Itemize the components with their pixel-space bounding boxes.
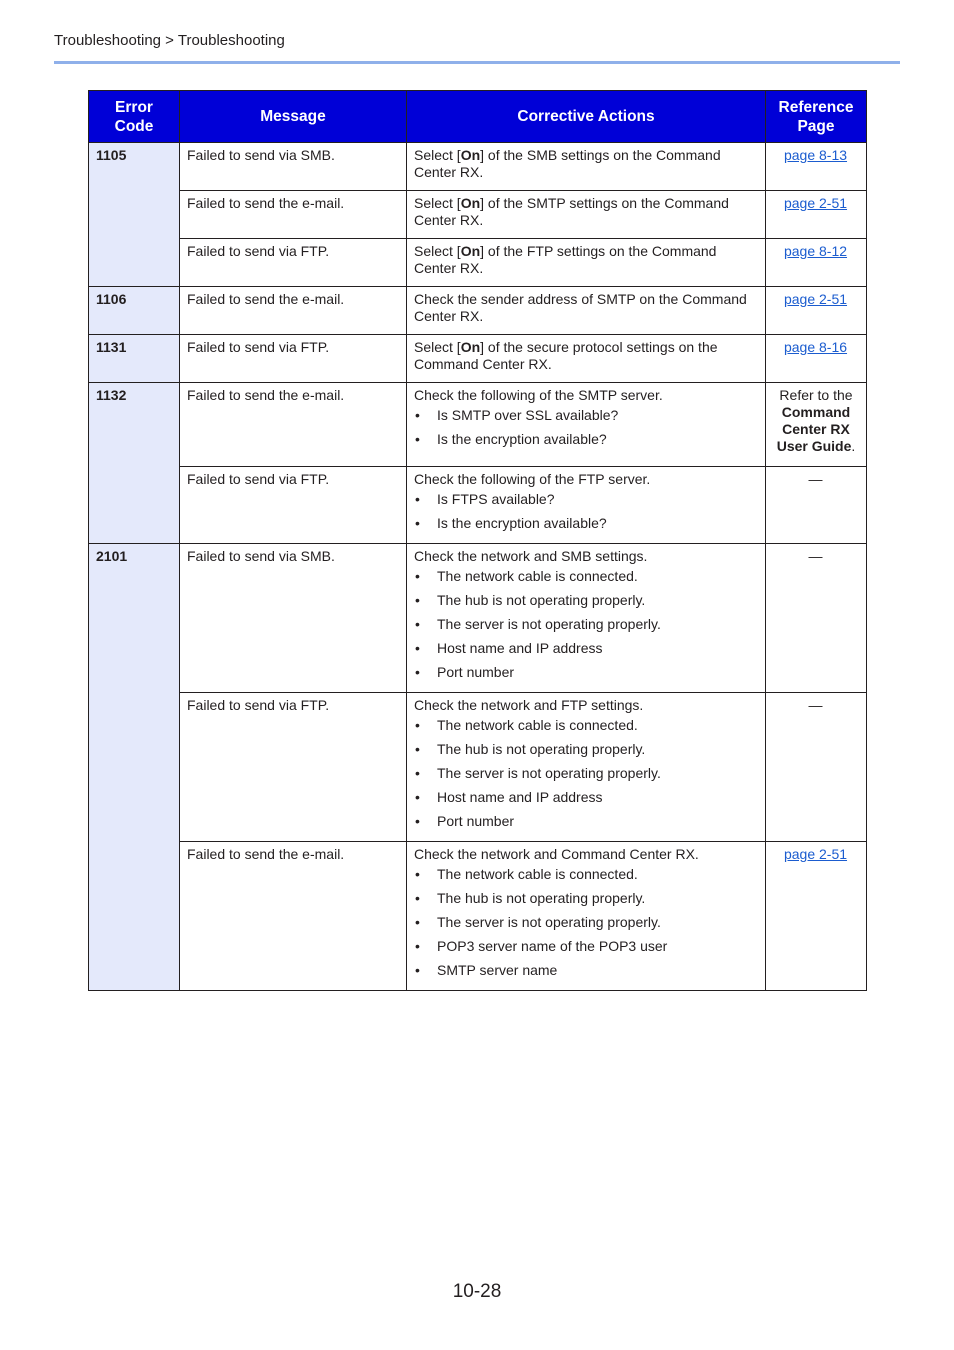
list-item: • Port number [414, 664, 757, 681]
error-code-cell: 1105 [89, 143, 180, 287]
table-row [89, 467, 867, 544]
reference-cell: Refer to the Command Center RX User Guide. [766, 383, 867, 467]
reference-cell: — [766, 467, 867, 544]
list-item: • The hub is not operating properly. [414, 890, 757, 907]
reference-cell: — [766, 693, 867, 842]
list-item: • SMTP server name [414, 962, 757, 979]
action-bullet-list [414, 491, 757, 532]
action-bullet-list [414, 407, 757, 448]
list-item: • Host name and IP address [414, 789, 757, 806]
list-item: • Host name and IP address [414, 640, 757, 657]
list-item: • Is SMTP over SSL available? [414, 407, 757, 424]
list-item: • The hub is not operating properly. [414, 592, 757, 609]
message-cell: Failed to send the e-mail. [180, 191, 407, 239]
reference-cell [766, 287, 867, 335]
table-row [89, 383, 867, 467]
list-item: • The server is not operating properly. [414, 765, 757, 782]
action-bullet-list [414, 866, 757, 979]
page-number: 10-28 [452, 1281, 502, 1302]
action-cell [407, 467, 766, 544]
message-cell: Failed to send via FTP. [180, 335, 407, 383]
list-item: • Is the encryption available? [414, 431, 757, 448]
action-bullet-list [414, 717, 757, 830]
list-item: • Is FTPS available? [414, 491, 757, 508]
action-intro: Check the following of the SMTP server. [414, 387, 663, 403]
table-row [89, 191, 867, 239]
action-cell [407, 842, 766, 991]
error-code-cell: 1106 [89, 287, 180, 335]
list-item: • The network cable is connected. [414, 866, 757, 883]
message-cell: Failed to send via FTP. [180, 467, 407, 544]
table-row [89, 143, 867, 191]
table-row [89, 842, 867, 991]
message-cell: Failed to send via SMB. [180, 544, 407, 693]
error-code-cell: 2101 [89, 544, 180, 991]
reference-link[interactable]: page 2-51 [783, 846, 848, 862]
action-intro: Check the network and FTP settings. [414, 697, 644, 713]
header-error-code: Error Code [89, 91, 180, 143]
action-cell: Check the sender address of SMTP on the Command Center RX. [407, 287, 766, 335]
error-code-cell: 1131 [89, 335, 180, 383]
action-intro: Check the network and SMB settings. [414, 548, 648, 564]
action-intro: Check the following of the FTP server. [414, 471, 651, 487]
message-cell: Failed to send the e-mail. [180, 383, 407, 467]
action-cell: Select [On] of the SMTP settings on the Command Center RX. [407, 191, 766, 239]
message-cell: Failed to send via FTP. [180, 693, 407, 842]
action-intro: Check the network and Command Center RX. [414, 846, 699, 862]
reference-link[interactable]: page 8-13 [783, 147, 848, 163]
header-rule [54, 61, 900, 64]
action-bullet-list [414, 568, 757, 681]
header-corrective-actions: Corrective Actions [407, 91, 766, 143]
reference-cell [766, 842, 867, 991]
list-item: • Port number [414, 813, 757, 830]
list-item: • The network cable is connected. [414, 568, 757, 585]
message-cell: Failed to send the e-mail. [180, 287, 407, 335]
reference-guide-title: Command Center RX User Guide [776, 404, 852, 454]
reference-cell [766, 335, 867, 383]
reference-cell: — [766, 544, 867, 693]
list-item: • The network cable is connected. [414, 717, 757, 734]
reference-link[interactable]: page 2-51 [783, 195, 848, 211]
message-cell: Failed to send the e-mail. [180, 842, 407, 991]
message-cell: Failed to send via SMB. [180, 143, 407, 191]
table-row [89, 239, 867, 287]
table-header-row [89, 91, 867, 143]
table-row [89, 544, 867, 693]
reference-cell [766, 191, 867, 239]
action-cell [407, 544, 766, 693]
reference-link[interactable]: page 8-12 [783, 243, 848, 259]
table-row [89, 287, 867, 335]
list-item: • The server is not operating properly. [414, 616, 757, 633]
reference-link[interactable]: page 2-51 [783, 291, 848, 307]
error-code-table [88, 90, 867, 991]
action-cell: Select [On] of the secure protocol settings on the Command Center RX. [407, 335, 766, 383]
action-cell [407, 383, 766, 467]
table-row [89, 335, 867, 383]
error-code-cell: 1132 [89, 383, 180, 544]
action-cell [407, 693, 766, 842]
list-item: • The server is not operating properly. [414, 914, 757, 931]
header-reference-page: Reference Page [766, 91, 867, 143]
action-cell: Select [On] of the FTP settings on the Command Center RX. [407, 239, 766, 287]
table-row [89, 693, 867, 842]
reference-link[interactable]: page 8-16 [783, 339, 848, 355]
list-item: • The hub is not operating properly. [414, 741, 757, 758]
message-cell: Failed to send via FTP. [180, 239, 407, 287]
reference-cell [766, 143, 867, 191]
reference-cell [766, 239, 867, 287]
breadcrumb: Troubleshooting > Troubleshooting [54, 32, 285, 49]
list-item: • POP3 server name of the POP3 user [414, 938, 757, 955]
list-item: • Is the encryption available? [414, 515, 757, 532]
action-cell: Select [On] of the SMB settings on the Command Center RX. [407, 143, 766, 191]
header-message: Message [180, 91, 407, 143]
